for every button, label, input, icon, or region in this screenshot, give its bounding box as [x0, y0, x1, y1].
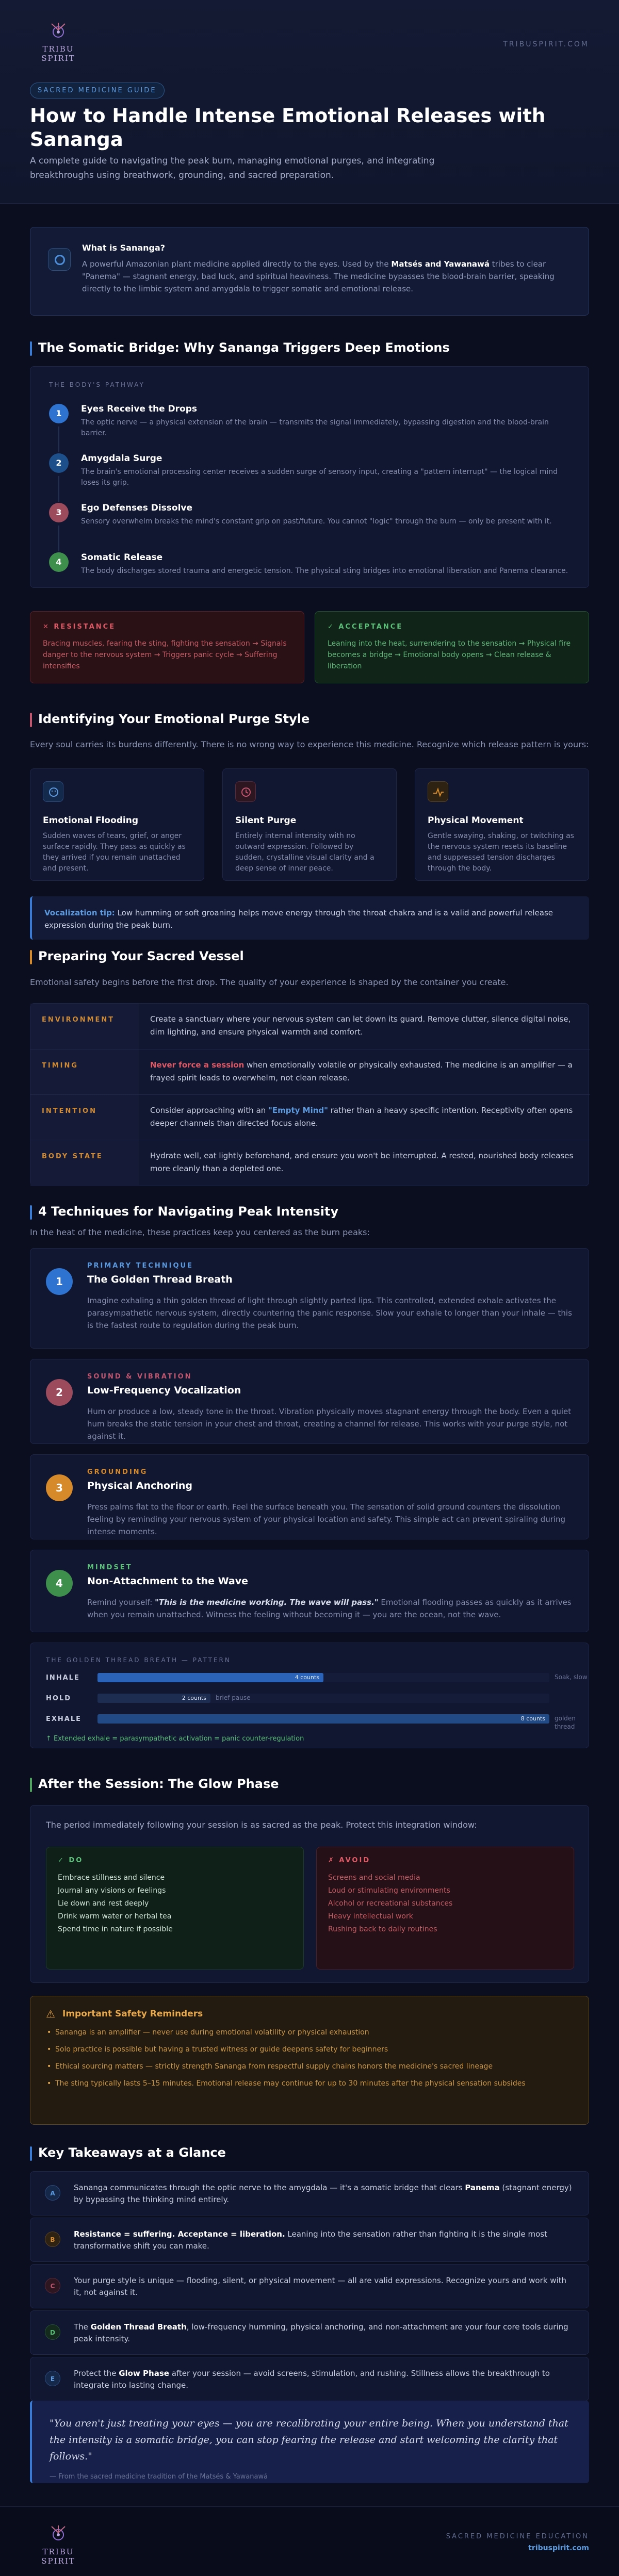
breath-note: golden thread [555, 1715, 576, 1730]
resistance-label: ✕ RESISTANCE [43, 623, 116, 631]
technique-text: Remind yourself: "This is the medicine working. The wave will pass." Emotional flooding passes as quickly as it arrives when you remain unattached. Witness the feeling without becoming it — you are the ocean, not the wave. [87, 1598, 572, 1619]
tip-text: Vocalization tip: Low humming or soft groaning helps move energy through the throat chakra and is a valid and powerful release expression during the peak burn. [44, 908, 553, 930]
technique-number: 2 [46, 1379, 73, 1406]
step-title: Eyes Receive the Drops [81, 404, 197, 414]
section-title-techniques: 4 Techniques for Navigating Peak Intensity [30, 1204, 338, 1219]
pathway-label: THE BODY'S PATHWAY [49, 381, 145, 388]
avoid-label: ✗ AVOID [328, 1857, 371, 1864]
vocalization-tip [30, 896, 589, 940]
row-text: Consider approaching with an "Empty Mind" rather than a heavy specific intention. Receptivity often opens deeper channels than directed focus alone. [150, 1106, 573, 1128]
takeaway-letter: B [45, 2232, 60, 2247]
intro-card [30, 227, 589, 316]
breath-row [46, 1712, 576, 1730]
step-title: Amygdala Surge [81, 453, 162, 464]
step-connector [58, 426, 59, 452]
purge-card-title: Physical Movement [428, 815, 524, 826]
technique-title: Physical Anchoring [87, 1480, 192, 1491]
acceptance-text: Leaning into the heat, surrendering to the sensation → Physical fire becomes a bridge → Emotional body opens → Clean release & liberation [328, 639, 571, 670]
breath-track [97, 1673, 549, 1682]
glow-intro: The period immediately following your session is as sacred as the peak. Protect this integration window: [46, 1820, 477, 1830]
droplet-icon [43, 781, 63, 802]
intro-title: What is Sananga? [82, 243, 166, 253]
quote-attribution: — From the sacred medicine tradition of the Matsés & Yawanawá [50, 2473, 268, 2481]
breath-label: THE GOLDEN THREAD BREATH — PATTERN [46, 1656, 231, 1664]
list-item: • Sananga is an amplifier — never use during emotional volatility or physical exhaustion [46, 2027, 573, 2038]
logo-mark-icon [46, 21, 70, 41]
list-item: Heavy intellectual work [328, 1912, 413, 1921]
takeaway-text: Your purge style is unique — flooding, silent, or physical movement — all are valid expressions. Recognize yours and work with it, not against it. [74, 2276, 567, 2297]
takeaway-letter: E [45, 2371, 60, 2386]
quote-text: "You aren't just treating your eyes — you are recalibrating your entire being. When you understand that the intensity is a somatic bridge, you can stop fearing the release and start welcoming the clarity that follows." [50, 2418, 568, 2462]
table-row [30, 1049, 590, 1094]
takeaway-item [30, 2310, 589, 2355]
technique-category: SOUND & VIBRATION [87, 1373, 192, 1381]
page-title: How to Handle Intense Emotional Releases with Sananga [30, 105, 546, 151]
step-text: The optic nerve — a physical extension of the brain — transmits the signal immediately, bypassing digestion and the blood-brain barrier. [81, 418, 549, 437]
list-item: Alcohol or recreational substances [328, 1899, 453, 1908]
step-number: 4 [49, 552, 69, 572]
breath-bar: 4 counts [97, 1673, 323, 1682]
site-link[interactable]: TRIBUSPIRIT.COM [503, 40, 589, 48]
takeaway-item [30, 2218, 589, 2262]
list-item: • Ethical sourcing matters — strictly strength Sananga from respectful supply chains honors the medicine's sacred lineage [46, 2061, 573, 2072]
breath-pattern-card [30, 1643, 589, 1748]
safety-title: ⚠ Important Safety Reminders [46, 2009, 573, 2019]
table-row [30, 1140, 590, 1186]
techniques-subtitle: In the heat of the medicine, these practices keep you centered as the burn peaks: [30, 1227, 370, 1237]
takeaway-letter: C [45, 2278, 60, 2293]
breath-note: Soak, slow [555, 1673, 588, 1681]
technique-number: 1 [46, 1268, 73, 1295]
breath-bar: 8 counts [97, 1714, 549, 1724]
pathway-step [49, 552, 570, 586]
acceptance-label: ✓ ACCEPTANCE [328, 623, 403, 631]
breath-bar: 2 counts [97, 1694, 210, 1703]
technique-title: Low-Frequency Vocalization [87, 1385, 241, 1396]
step-title: Ego Defenses Dissolve [81, 503, 193, 513]
purge-subtitle: Every soul carries its burdens differently. There is no wrong way to experience this medicine. Recognize which release pattern is yours: [30, 740, 589, 749]
safety-card [30, 1996, 589, 2125]
row-text: Create a sanctuary where your nervous system can let down its guard. Remove clutter, silence digital noise, dim lighting, and ensure physical warmth and comfort. [150, 1014, 571, 1037]
eye-icon [48, 248, 71, 271]
logo-mark-icon [46, 2523, 70, 2544]
technique-card [30, 1550, 589, 1632]
intro-text: A powerful Amazonian plant medicine applied directly to the eyes. Used by the Matsés and Yawanawá tribes to clear "Panema" — stagnant energy, bad luck, and spiritual heaviness. The medicine bypasses the blood-brain barrier, speaking directly to the limbic system and amygdala to trigger somatic and emotional release. [82, 259, 555, 293]
list-item: • The sting typically lasts 5–15 minutes. Emotional release may continue for up to 30 minutes after the physical sensation subsides [46, 2078, 573, 2089]
footer-link[interactable]: tribuspirit.com [528, 2544, 589, 2552]
list-item: Drink warm water or herbal tea [58, 1912, 172, 1921]
step-text: The brain's emotional processing center receives a sudden surge of sensory input, creating a "pattern interrupt" — the logical mind loses its grip. [81, 468, 558, 487]
x-icon: ✕ [43, 623, 54, 631]
row-label: BODY STATE [30, 1140, 139, 1186]
footer-tagline: SACRED MEDICINE EDUCATION [446, 2533, 589, 2540]
do-list [46, 1847, 304, 1970]
takeaway-item [30, 2171, 589, 2216]
vessel-table [30, 1003, 589, 1186]
technique-text: Press palms flat to the floor or earth. Feel the surface beneath you. The sensation of solid ground counters the dissolution feeling by reminding your nervous system of your physical location and safety. This simple act can prevent spiraling during intense moments. [87, 1502, 566, 1536]
row-label: TIMING [30, 1049, 139, 1094]
breath-footer: ↑ Extended exhale = parasympathetic activation = panic counter-regulation [46, 1735, 304, 1743]
logo-text: TRIBU SPIRIT [41, 2547, 75, 2566]
purge-card-text: Gentle swaying, shaking, or twitching as the nervous system resets its baseline and suppressed tension discharges through the body. [428, 832, 574, 873]
breath-phase: INHALE [46, 1674, 80, 1682]
row-text: Hydrate well, eat lightly beforehand, and ensure you won't be interrupted. A rested, nourished body releases more cleanly than a depleted one. [150, 1151, 574, 1173]
technique-title: Non-Attachment to the Wave [87, 1576, 248, 1587]
technique-title: The Golden Thread Breath [87, 1274, 233, 1285]
pathway-step [49, 503, 570, 537]
breath-phase: HOLD [46, 1695, 72, 1702]
breath-track [97, 1714, 549, 1724]
list-item: Loud or stimulating environments [328, 1886, 450, 1895]
technique-category: GROUNDING [87, 1468, 148, 1476]
takeaway-item [30, 2264, 589, 2308]
step-connector [58, 526, 59, 551]
page-footer [0, 2506, 619, 2576]
section-title-vessel: Preparing Your Sacred Vessel [30, 949, 244, 963]
purge-card-title: Emotional Flooding [43, 815, 139, 826]
avoid-list [316, 1847, 574, 1970]
resistance-card [30, 611, 304, 683]
logo-text: TRIBU SPIRIT [41, 44, 75, 63]
purge-card-text: Entirely internal intensity with no outward expression. Followed by sudden, crystalline visual clarity and a deep sense of inner peace. [235, 832, 374, 873]
breath-phase: EXHALE [46, 1715, 82, 1723]
closing-quote [30, 2401, 589, 2483]
technique-number: 3 [46, 1474, 73, 1501]
technique-number: 4 [46, 1570, 73, 1597]
list-item: Journal any visions or feelings [58, 1886, 166, 1895]
list-item: Screens and social media [328, 1874, 420, 1882]
row-label: INTENTION [30, 1095, 139, 1140]
row-label: ENVIRONMENT [30, 1004, 139, 1049]
pathway-step [49, 453, 570, 487]
step-title: Somatic Release [81, 552, 163, 563]
glow-card [30, 1805, 589, 1983]
check-icon: ✓ [328, 623, 339, 631]
breath-row [46, 1692, 573, 1707]
technique-card [30, 1248, 589, 1349]
step-number: 3 [49, 503, 69, 522]
pulse-icon [428, 781, 448, 802]
takeaway-text: Protect the Glow Phase after your session — avoid screens, stimulation, and rushing. Stillness allows the breakthrough to integrate into lasting change. [74, 2369, 550, 2390]
purge-card [30, 768, 204, 881]
purge-card [415, 768, 589, 881]
do-label: ✓ DO [58, 1857, 84, 1864]
breath-row [46, 1671, 588, 1686]
step-number: 1 [49, 404, 69, 423]
step-number: 2 [49, 453, 69, 473]
page-subtitle: A complete guide to navigating the peak burn, managing emotional purges, and integrating breakthroughs using breathwork, grounding, and sacred preparation. [30, 156, 435, 181]
technique-card [30, 1454, 589, 1539]
technique-text: Hum or produce a low, steady tone in the throat. Vibration physically moves stagnant energy through the body. Even a quiet hum breaks the static tension in your chest and throat, creating a channel for release. This works with your purge style, not against it. [87, 1407, 572, 1441]
step-connector [58, 476, 59, 502]
breath-note: brief pause [216, 1694, 251, 1701]
list-item: • Solo practice is possible but having a trusted witness or guide deepens safety for beginners [46, 2044, 573, 2055]
pathway-card [30, 366, 589, 588]
purge-card [222, 768, 397, 881]
step-text: The body discharges stored trauma and energetic tension. The physical sting bridges into emotional liberation and Panema clearance. [81, 567, 568, 575]
purge-card-title: Silent Purge [235, 815, 297, 826]
clock-icon [235, 781, 256, 802]
takeaway-letter: D [45, 2324, 60, 2340]
page-header [0, 0, 619, 204]
technique-card [30, 1359, 589, 1444]
table-row [30, 1094, 590, 1140]
footer-logo[interactable] [30, 2523, 87, 2570]
section-title-somatic: The Somatic Bridge: Why Sananga Triggers Deep Emotions [30, 340, 450, 355]
list-item: Lie down and rest deeply [58, 1899, 149, 1908]
technique-category: MINDSET [87, 1564, 133, 1571]
acceptance-card [315, 611, 589, 683]
table-row [30, 1004, 590, 1049]
takeaway-item [30, 2357, 589, 2401]
breath-track [97, 1694, 549, 1703]
technique-text: Imagine exhaling a thin golden thread of light through slightly parted lips. This controlled, extended exhale activates the parasympathetic nervous system, directly countering the panic response. Slow your exhale to longer than your inhale — this is the fastest route to regulation during the peak burn. [87, 1296, 572, 1330]
row-text: Never force a session when emotionally volatile or physically exhausted. The medicine is an amplifier — a frayed spirit leads to overwhelm, not clean release. [150, 1060, 573, 1082]
step-text: Sensory overwhelm breaks the mind's constant grip on past/future. You cannot "logic" through the burn — only be present with it. [81, 517, 552, 526]
list-item: Spend time in nature if possible [58, 1925, 173, 1933]
list-item: Embrace stillness and silence [58, 1874, 165, 1882]
resistance-text: Bracing muscles, fearing the sting, fighting the sensation → Signals danger to the nervous system → Triggers panic cycle → Suffering intensifies [43, 639, 287, 670]
list-item: Rushing back to daily routines [328, 1925, 437, 1933]
takeaway-text: Resistance = suffering. Acceptance = liberation. Leaning into the sensation rather than fighting it is the single most transformative shift you can make. [74, 2229, 548, 2251]
purge-card-text: Sudden waves of tears, grief, or anger surface rapidly. They pass as quickly as they arrived if you remain unattached and present. [43, 832, 186, 873]
technique-category: PRIMARY TECHNIQUE [87, 1262, 193, 1270]
takeaway-letter: A [45, 2185, 60, 2201]
section-title-takeaways: Key Takeaways at a Glance [30, 2145, 226, 2160]
section-title-purge: Identifying Your Emotional Purge Style [30, 712, 310, 726]
takeaway-text: The Golden Thread Breath, low-frequency humming, physical anchoring, and non-attachment are your four core tools during peak intensity. [74, 2322, 568, 2343]
vessel-subtitle: Emotional safety begins before the first drop. The quality of your experience is shaped by the container you create. [30, 977, 509, 987]
takeaway-text: Sananga communicates through the optic nerve to the amygdala — it's a somatic bridge that clears Panema (stagnant energy) by bypassing the thinking mind entirely. [74, 2183, 572, 2204]
pathway-step [49, 404, 570, 438]
section-title-glow: After the Session: The Glow Phase [30, 1777, 279, 1791]
guide-tag: SACRED MEDICINE GUIDE [30, 83, 165, 99]
site-logo[interactable] [30, 21, 87, 67]
